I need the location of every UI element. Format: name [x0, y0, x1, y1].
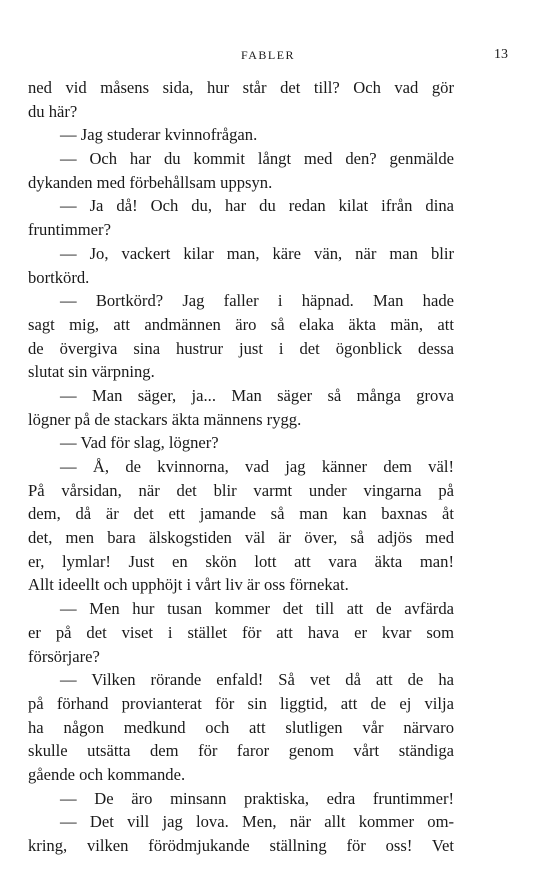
text-line: skulle utsätta dem för faror genom vårt ständiga [28, 741, 454, 761]
text-line: — Bortkörd? Jag faller i häpnad. Man hade [60, 291, 454, 311]
text-line: — Jag studerar kvinnofrågan. [60, 125, 258, 145]
text-line: lögner på de stackars äkta männens rygg. [28, 409, 302, 429]
text-line: — Men hur tusan kommer det till att de avfärda [60, 599, 454, 619]
text-line: — Vilken rörande enfald! Så vet då att de ha [60, 670, 454, 690]
text-line: — Och har du kommit långt med den? genmälde [60, 149, 454, 169]
text-line: — Det vill jag lova. Men, när allt kommer om- [60, 812, 454, 832]
text-line: sagt mig, att andmännen äro så elaka äkta män, att [28, 314, 454, 334]
text-line: kring, vilken förödmjukande ställning för oss! Vet [28, 836, 454, 855]
text-line: — Å, de kvinnorna, vad jag känner dem väl! [60, 457, 454, 476]
text-line: — Vad för slag, lögner? [60, 433, 219, 453]
text-line: — De äro minsann praktiska, edra fruntimmer! [60, 788, 454, 808]
text-line: slutat sin värpning. [28, 362, 155, 382]
text-line: gående och kommande. [28, 764, 186, 784]
running-title: FABLER [240, 48, 296, 62]
text-line: På vårsidan, när det blir varmt under vingarna på [28, 480, 454, 500]
text-line: ha någon medkund och att slutligen vår närvaro [28, 717, 454, 737]
text-line: er, lymlar! Just en skön lott att vara äkta man! [28, 551, 454, 571]
running-head [28, 48, 508, 68]
text-line: ned vid måsens sida, hur står det till? Och vad gör [28, 78, 454, 97]
text-line: er på det viset i stället för att hava er kvar som [28, 622, 454, 642]
text-line: på förhand provianterat för sin liggtid, att de ej vilja [28, 693, 454, 713]
text-line: — Ja då! Och du, har du redan kilat ifrån dina [60, 196, 454, 216]
text-line: fruntimmer? [28, 220, 111, 240]
text-line: bortkörd. [28, 267, 90, 287]
text-line: det, men bara älskogstiden väl är över, så adjös med [28, 528, 454, 548]
page-number: 13 [494, 47, 508, 62]
text-line: du här? [28, 101, 78, 121]
text-line: — Man säger, ja... Man säger så många grova [60, 385, 454, 405]
text-line: försörjare? [28, 646, 100, 666]
text-line: dykanden med förbehållsam uppsyn. [28, 172, 273, 192]
text-line: — Jo, vackert kilar man, käre vän, när man blir [60, 243, 454, 263]
text-line: Allt ideellt och upphöjt i vårt liv är oss förnekat. [28, 575, 349, 595]
text-line: dem, då är det ett jamande så man kan baxnas åt [28, 504, 454, 524]
text-line: de övergiva sina hustrur just i det ögonblick dessa [28, 338, 454, 358]
body-text [28, 76, 454, 858]
